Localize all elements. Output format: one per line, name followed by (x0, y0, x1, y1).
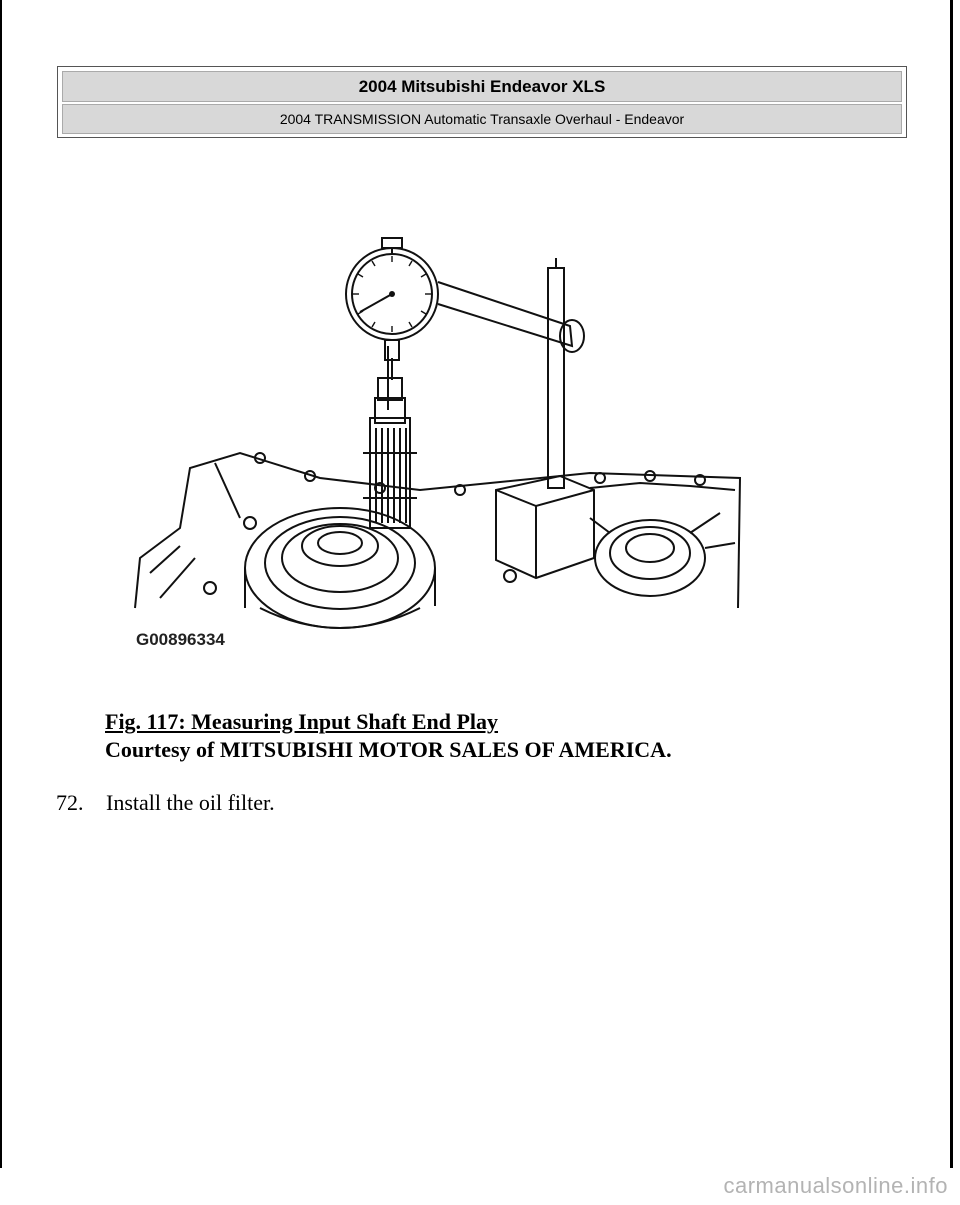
dial-indicator-drawing (120, 228, 742, 658)
figure-courtesy: Courtesy of MITSUBISHI MOTOR SALES OF AMERICA. (105, 737, 672, 762)
figure-caption (105, 708, 672, 764)
figure-illustration (120, 228, 742, 658)
document-header (57, 66, 907, 138)
page-left-border (0, 0, 2, 1168)
step-number: 72. (56, 790, 84, 815)
vehicle-title: 2004 Mitsubishi Endeavor XLS (62, 71, 902, 102)
figure-title-link[interactable]: Fig. 117: Measuring Input Shaft End Play (105, 709, 499, 734)
step-text: Install the oil filter. (106, 790, 275, 815)
page-right-border (950, 0, 953, 1168)
procedure-step (56, 790, 275, 816)
page-footer (0, 1168, 960, 1205)
watermark-text: carmanualsonline.info (723, 1173, 948, 1198)
section-subtitle: 2004 TRANSMISSION Automatic Transaxle Overhaul - Endeavor (62, 104, 902, 134)
figure-code: G00896334 (136, 630, 225, 649)
